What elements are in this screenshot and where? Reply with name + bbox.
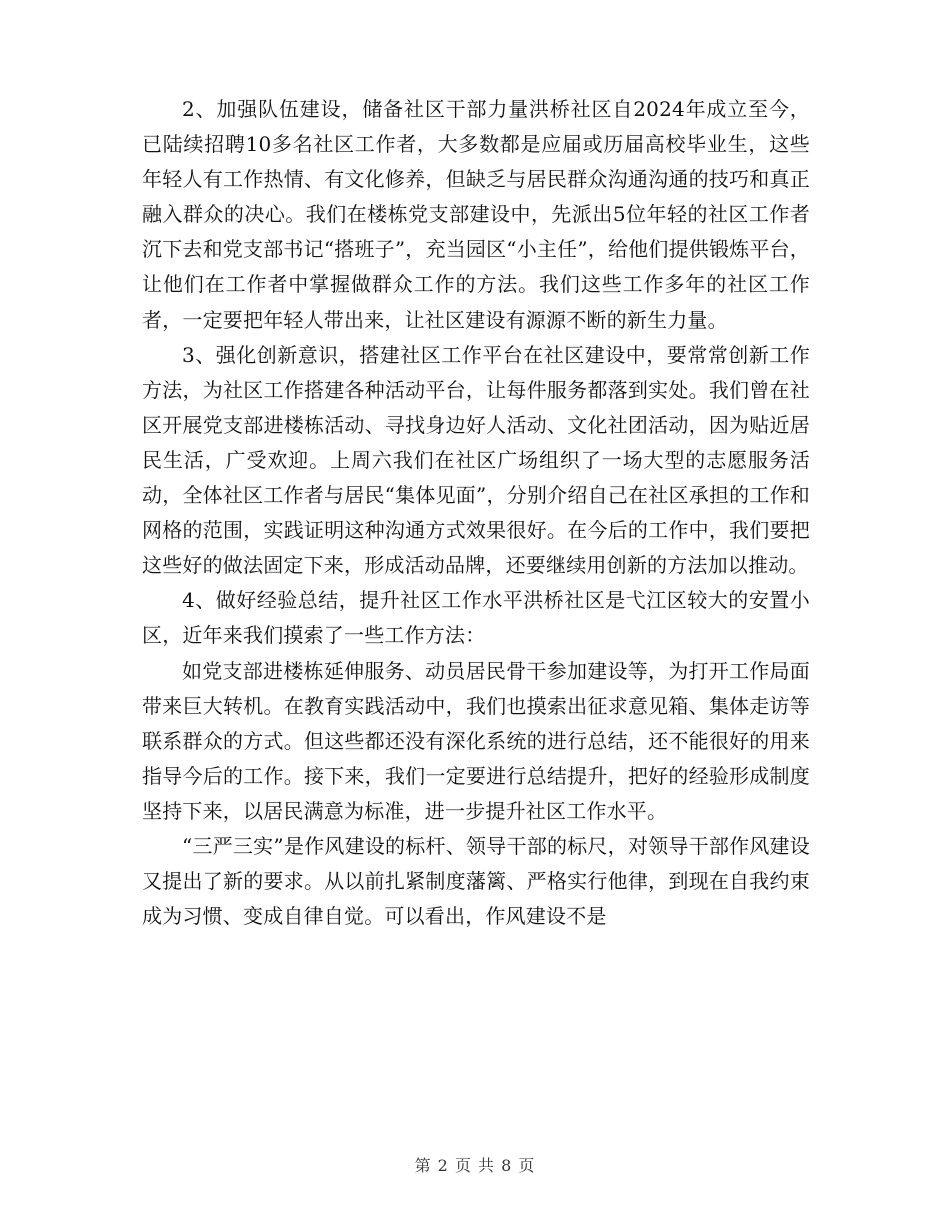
paragraph-three-stricts: “三严三实”是作风建设的标杆、领导干部的标尺，对领导干部作风建设又提出了新的要求。从以前扎紧制度藩篱、严格实行他律，到现在自我约束成为习惯、变成自律自觉。可以看出，作风建设不是 xyxy=(142,833,810,929)
paragraph-experience-summary: 4、做好经验总结，提升社区工作水平洪桥社区是弋江区较大的安置小区，近年来我们摸索了一些工作方法： xyxy=(142,588,810,648)
page-footer: 第 2 页 共 8 页 xyxy=(414,1156,536,1175)
document-body xyxy=(142,92,810,934)
paragraph-team-building: 2、加强队伍建设，储备社区干部力量洪桥社区自2024年成立至今，已陆续招聘10多名社区工作者，大多数都是应届或历届高校毕业生，这些年轻人有工作热情、有文化修养，但缺乏与居民群众沟通沟通的技巧和真正融入群众的决心。我们在楼栋党支部建设中，先派出5位年轻的社区工作者沉下去和党支部书记“搭班子”，充当园区“小主任”，给他们提供锻炼平台，让他们在工作者中掌握做群众工作的方法。我们这些工作多年的社区工作者，一定要把年轻人带出来，让社区建设有源源不断的新生力量。 xyxy=(142,97,810,332)
paragraph-innovation: 3、强化创新意识，搭建社区工作平台在社区建设中，要常常创新工作方法，为社区工作搭建各种活动平台，让每件服务都落到实处。我们曾在社区开展党支部进楼栋活动、寻找身边好人活动、文化社团活动，因为贴近居民生活，广受欢迎。上周六我们在社区广场组织了一场大型的志愿服务活动，全体社区工作者与居民“集体见面”，分别介绍自己在社区承担的工作和网格的范围，实践证明这种沟通方式效果很好。在今后的工作中，我们要把这些好的做法固定下来，形成活动品牌，还要继续用创新的方法加以推动。 xyxy=(142,342,810,578)
paragraph-methods: 如党支部进楼栋延伸服务、动员居民骨干参加建设等，为打开工作局面带来巨大转机。在教育实践活动中，我们也摸索出征求意见箱、集体走访等联系群众的方式。但这些都还没有深化系统的进行总结，还不能很好的用来指导今后的工作。接下来，我们一定要进行总结提升，把好的经验形成制度坚持下来，以居民满意为标准，进一步提升社区工作水平。 xyxy=(142,658,810,823)
